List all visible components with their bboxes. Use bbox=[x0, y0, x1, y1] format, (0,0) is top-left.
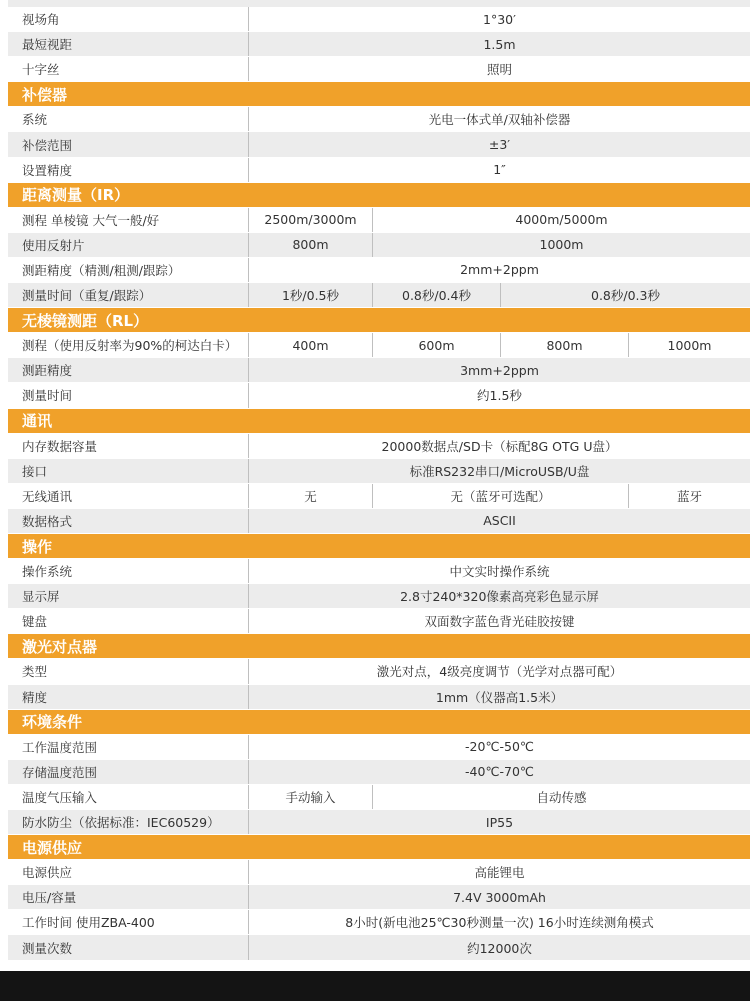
row-value: 高能锂电 bbox=[248, 860, 750, 884]
table-row bbox=[8, 885, 750, 910]
row-label: 测量时间（重复/跟踪） bbox=[22, 288, 152, 304]
row-label: 类型 bbox=[22, 664, 48, 680]
row-label: 无线通讯 bbox=[22, 488, 73, 504]
table-row bbox=[8, 358, 750, 383]
row-value: 蓝牙 bbox=[628, 484, 750, 508]
section-header: 环境条件 bbox=[8, 710, 750, 735]
table-row bbox=[8, 459, 750, 484]
table-row bbox=[8, 107, 750, 132]
row-label: 补偿范围 bbox=[22, 137, 73, 153]
table-row bbox=[8, 509, 750, 534]
table-row bbox=[8, 333, 750, 358]
row-value: 约1.5秒 bbox=[248, 383, 750, 407]
row-value: 自动传感 bbox=[372, 785, 750, 809]
table-row bbox=[8, 659, 750, 684]
row-value: 0.8秒/0.3秒 bbox=[500, 283, 750, 307]
row-label: 防水防尘（依据标准：IEC60529） bbox=[22, 815, 220, 831]
table-row bbox=[8, 860, 750, 885]
row-label: 最短视距 bbox=[22, 37, 73, 53]
table-top-edge bbox=[8, 0, 750, 7]
spec-table bbox=[8, 0, 750, 961]
row-label: 电源供应 bbox=[22, 865, 73, 881]
spec-rows bbox=[8, 7, 750, 961]
table-row bbox=[8, 233, 750, 258]
table-row bbox=[8, 283, 750, 308]
row-label: 显示屏 bbox=[22, 589, 60, 605]
section-header: 通讯 bbox=[8, 409, 750, 434]
row-value: 约12000次 bbox=[248, 935, 750, 959]
table-row bbox=[8, 785, 750, 810]
table-row bbox=[8, 132, 750, 157]
row-value: 无 bbox=[248, 484, 372, 508]
table-row bbox=[8, 208, 750, 233]
row-value: 中文实时操作系统 bbox=[248, 559, 750, 583]
row-label: 测量时间 bbox=[22, 388, 73, 404]
row-label: 电压/容量 bbox=[22, 890, 77, 906]
row-value: 2mm+2ppm bbox=[248, 258, 750, 282]
section-header: 激光对点器 bbox=[8, 634, 750, 659]
row-value: ASCII bbox=[248, 509, 750, 533]
row-value: 3mm+2ppm bbox=[248, 358, 750, 382]
row-label: 存储温度范围 bbox=[22, 764, 98, 780]
row-value: 600m bbox=[372, 333, 500, 357]
row-label: 测量次数 bbox=[22, 940, 73, 956]
row-label: 工作温度范围 bbox=[22, 739, 98, 755]
row-label: 测距精度 bbox=[22, 363, 73, 379]
section-header: 无棱镜测距（RL） bbox=[8, 308, 750, 333]
row-value: 2500m/3000m bbox=[248, 208, 372, 232]
row-value: 800m bbox=[248, 233, 372, 257]
row-value: 1mm（仪器高1.5米） bbox=[248, 685, 750, 709]
row-value: 0.8秒/0.4秒 bbox=[372, 283, 500, 307]
row-label: 工作时间 使用ZBA-400 bbox=[22, 915, 155, 931]
row-label: 键盘 bbox=[22, 614, 48, 630]
table-row bbox=[8, 559, 750, 584]
table-row bbox=[8, 484, 750, 509]
footer-bar bbox=[0, 971, 750, 1001]
table-row bbox=[8, 584, 750, 609]
row-value: 1秒/0.5秒 bbox=[248, 283, 372, 307]
row-label: 测程（使用反射率为90%的柯达白卡） bbox=[22, 338, 238, 354]
row-label: 十字丝 bbox=[22, 62, 60, 78]
row-value: IP55 bbox=[248, 810, 750, 834]
table-row bbox=[8, 735, 750, 760]
row-value: 双面数字蓝色背光硅胶按键 bbox=[248, 609, 750, 633]
row-label: 系统 bbox=[22, 112, 48, 128]
table-row bbox=[8, 810, 750, 835]
table-row bbox=[8, 609, 750, 634]
section-header: 电源供应 bbox=[8, 835, 750, 860]
table-row bbox=[8, 158, 750, 183]
table-row bbox=[8, 760, 750, 785]
row-label: 使用反射片 bbox=[22, 237, 85, 253]
row-value: 8小时(新电池25℃30秒测量一次) 16小时连续测角模式 bbox=[248, 910, 750, 934]
row-label: 测距精度（精测/粗测/跟踪） bbox=[22, 262, 181, 278]
row-label: 操作系统 bbox=[22, 564, 73, 580]
row-label: 视场角 bbox=[22, 12, 60, 28]
table-row bbox=[8, 910, 750, 935]
row-value: 1000m bbox=[372, 233, 750, 257]
row-value: 7.4V 3000mAh bbox=[248, 885, 750, 909]
row-value: 标准RS232串口/MicroUSB/U盘 bbox=[248, 459, 750, 483]
row-value: 20000数据点/SD卡（标配8G OTG U盘） bbox=[248, 434, 750, 458]
row-label: 内存数据容量 bbox=[22, 438, 98, 454]
table-row bbox=[8, 32, 750, 57]
row-label: 接口 bbox=[22, 463, 48, 479]
row-value: 2.8寸240*320像素高亮彩色显示屏 bbox=[248, 584, 750, 608]
row-label: 精度 bbox=[22, 689, 48, 705]
table-row bbox=[8, 57, 750, 82]
row-value: 无（蓝牙可选配） bbox=[372, 484, 628, 508]
row-value: 400m bbox=[248, 333, 372, 357]
row-value: 800m bbox=[500, 333, 628, 357]
row-label: 温度气压输入 bbox=[22, 789, 98, 805]
row-value: 1.5m bbox=[248, 32, 750, 56]
row-value: -40℃-70℃ bbox=[248, 760, 750, 784]
table-row bbox=[8, 434, 750, 459]
row-value: 照明 bbox=[248, 57, 750, 81]
row-value: 1000m bbox=[628, 333, 750, 357]
row-value: 光电一体式单/双轴补偿器 bbox=[248, 107, 750, 131]
table-row bbox=[8, 7, 750, 32]
table-row bbox=[8, 685, 750, 710]
row-value: 1″ bbox=[248, 158, 750, 182]
table-row bbox=[8, 935, 750, 960]
row-value: ±3′ bbox=[248, 132, 750, 156]
row-value: -20℃-50℃ bbox=[248, 735, 750, 759]
row-value: 激光对点，4级亮度调节（光学对点器可配） bbox=[248, 659, 750, 683]
row-value: 4000m/5000m bbox=[372, 208, 750, 232]
table-row bbox=[8, 258, 750, 283]
row-label: 设置精度 bbox=[22, 162, 73, 178]
row-label: 测程 单棱镜 大气一般/好 bbox=[22, 212, 160, 228]
table-row bbox=[8, 383, 750, 408]
row-value: 1°30′ bbox=[248, 7, 750, 31]
row-value: 手动输入 bbox=[248, 785, 372, 809]
row-label: 数据格式 bbox=[22, 513, 73, 529]
section-header: 距离测量（IR） bbox=[8, 183, 750, 208]
section-header: 补偿器 bbox=[8, 82, 750, 107]
section-header: 操作 bbox=[8, 534, 750, 559]
